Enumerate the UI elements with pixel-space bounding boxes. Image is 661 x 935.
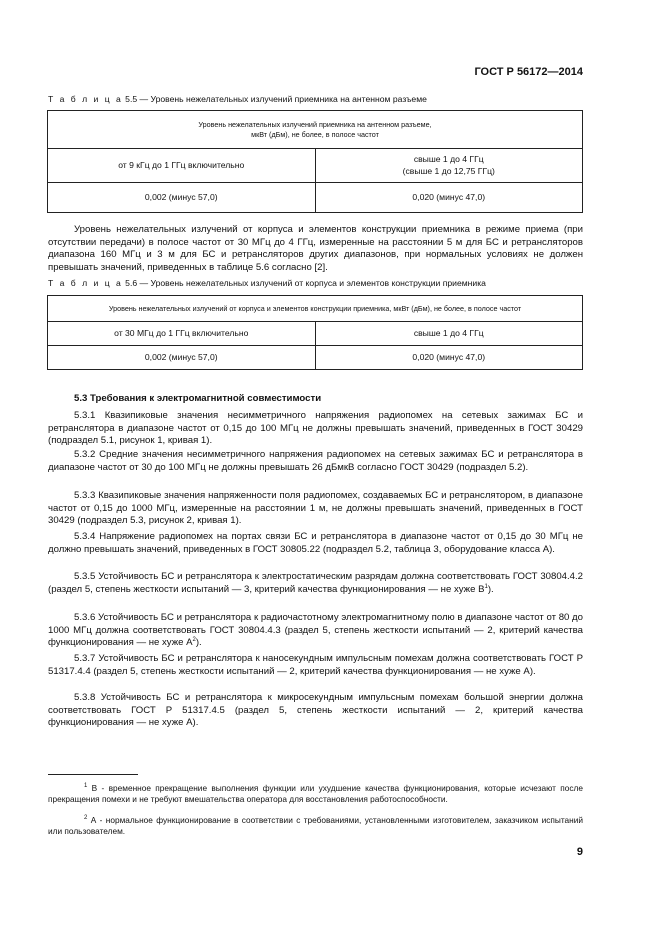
clause-text-end: ).: [487, 583, 494, 595]
table-cell-line: (свыше 1 до 12,75 ГГц): [402, 165, 495, 176]
clause-5-3-6: [48, 612, 583, 650]
table-header-row: [48, 296, 583, 322]
table-row: [48, 346, 583, 370]
footnote-ref: 2: [192, 637, 196, 643]
table-cell: [315, 149, 583, 183]
footnote-separator: [48, 774, 138, 775]
footnote-text: В - временное прекращение выполнения функции или ухудшение качества функционирования, которые исчезают после прекращения помехи и не требуют вмешательства оператора для восстановления работоспособности.: [48, 783, 583, 804]
footnote: [48, 815, 583, 836]
table-header-cell: Уровень нежелательных излучений от корпуса и элементов конструкции приемника, мкВт (дБм), не более, в полосе частот: [48, 296, 583, 322]
table-5-6: [47, 295, 583, 370]
table-row: [48, 322, 583, 346]
table-header-row: [48, 111, 583, 149]
document-header: ГОСТ Р 56172—2014: [474, 66, 583, 78]
table-header-line: Уровень нежелательных излучений приемника на антенном разъеме,: [198, 119, 432, 129]
clause-5-3-2: 5.3.2 Средние значения несимметричного напряжения радиопомех на сетевых зажимах БС и ретранслятора в диапазоне частот от 30 до 100 МГц не должны превышать 26 дБмкВ согласно ГОСТ 30429 (подраздел 5.2).: [48, 449, 583, 473]
table-row: [48, 183, 583, 213]
clause-5-3-3: 5.3.3 Квазипиковые значения напряженности поля радиопомех, создаваемых БС и ретранслятором, в диапазоне частот от 0,15 до 1000 МГц, измеренные на расстоянии 1 м, не должны превышать значений, приведенных в ГОСТ 30429 (подраздел 5.3, рисунок 2, кривая 1).: [48, 490, 583, 527]
clause-text: 5.3.5 Устойчивость БС и ретранслятора к электростатическим разрядам должна соответствовать ГОСТ 30804.4.2 (раздел 5, степень жесткости испытаний — 3, критерий качества функционирования — не хуже В: [48, 571, 583, 595]
clause-text: 5.3.6 Устойчивость БС и ретранслятора к радиочастотному электромагнитному полю в диапазоне частот от 80 до 1000 МГц должна соответствовать ГОСТ 30804.4.3 (раздел 5, степень жесткости испытаний — 2, критерий качества функционирования — не хуже А: [48, 612, 583, 649]
table-caption-text: 5.5 — Уровень нежелательных излучений приемника на антенном разъеме: [122, 94, 427, 104]
footnote-text: А - нормальное функционирование в соответствии с требованиями, установленными изготовителем, заказчиком испытаний или пользователем.: [48, 815, 583, 836]
clause-text-end: ).: [195, 637, 202, 649]
table-caption-text: 5.6 — Уровень нежелательных излучений от корпуса и элементов конструкции приемника: [122, 278, 486, 288]
table-cell: 0,020 (минус 47,0): [315, 346, 583, 370]
table-cell: 0,020 (минус 47,0): [315, 183, 583, 213]
footnote-ref: 1: [484, 583, 488, 590]
table-cell: свыше 1 до 4 ГГц: [315, 322, 583, 346]
footnote: [48, 783, 583, 804]
clause-5-3-8: 5.3.8 Устойчивость БС и ретранслятора к микросекундным импульсным помехам большой энергии должна соответствовать ГОСТ Р 51317.4.5 (раздел 5, степень жесткости испытаний — 2, критерий качества функционирования — не хуже А).: [48, 692, 583, 729]
table-cell-line: свыше 1 до 4 ГГц: [413, 153, 484, 164]
section-title: 5.3 Требования к электромагнитной совместимости: [74, 393, 322, 404]
table-cell: от 30 МГц до 1 ГГц включительно: [48, 322, 316, 346]
table-caption-prefix: Т а б л и ц а: [48, 94, 123, 104]
clause-5-3-5: [48, 571, 583, 596]
table-cell: от 9 кГц до 1 ГГц включительно: [48, 149, 316, 183]
table-5-5: [47, 110, 583, 213]
footnote-mark: 2: [84, 815, 88, 822]
footnote-mark: 1: [84, 783, 88, 790]
table-header-cell: [48, 111, 583, 149]
table-header-line: мкВт (дБм), не более, в полосе частот: [251, 129, 379, 139]
table-cell: 0,002 (минус 57,0): [48, 346, 316, 370]
table-5-6-caption: [48, 278, 486, 288]
page-number: 9: [576, 846, 583, 858]
table-caption-prefix: Т а б л и ц а: [48, 278, 123, 288]
table-row: [48, 149, 583, 183]
clause-5-3-7: 5.3.7 Устойчивость БС и ретранслятора к наносекундным импульсным помехам должна соответствовать ГОСТ Р 51317.4.4 (раздел 5, степень жесткости испытаний — 2, критерий качества функционирования — не хуже А).: [48, 653, 583, 677]
table-cell: 0,002 (минус 57,0): [48, 183, 316, 213]
table-5-5-caption: [48, 94, 427, 104]
clause-5-3-1: 5.3.1 Квазипиковые значения несимметричного напряжения радиопомех на сетевых зажимах БС и ретранслятора в диапазоне частот от 0,15 до 100 МГц не должны превышать значений, приведенных в ГОСТ 30429 (подраздел 5.1, рисунок 1, кривая 1).: [48, 410, 583, 447]
paragraph: Уровень нежелательных излучений от корпуса и элементов конструкции приемника в режиме приема (при отсутствии передачи) в полосе частот от 30 МГц до 4 ГГц, измеренные на расстоянии 5 м для БС и ретрансляторов диапазона 160 МГц и 3 м для БС и ретрансляторов других диапазонов, при нормальных условиях не должен превышать значений, приведенных в таблице 5.6 согласно [2].: [48, 224, 583, 273]
clause-5-3-4: 5.3.4 Напряжение радиопомех на портах связи БС и ретранслятора в диапазоне частот от 0,15 до 30 МГц не должно превышать значений, приведенных в ГОСТ 30805.22 (подраздел 5.2, таблица 3, оборудование класса А).: [48, 531, 583, 555]
